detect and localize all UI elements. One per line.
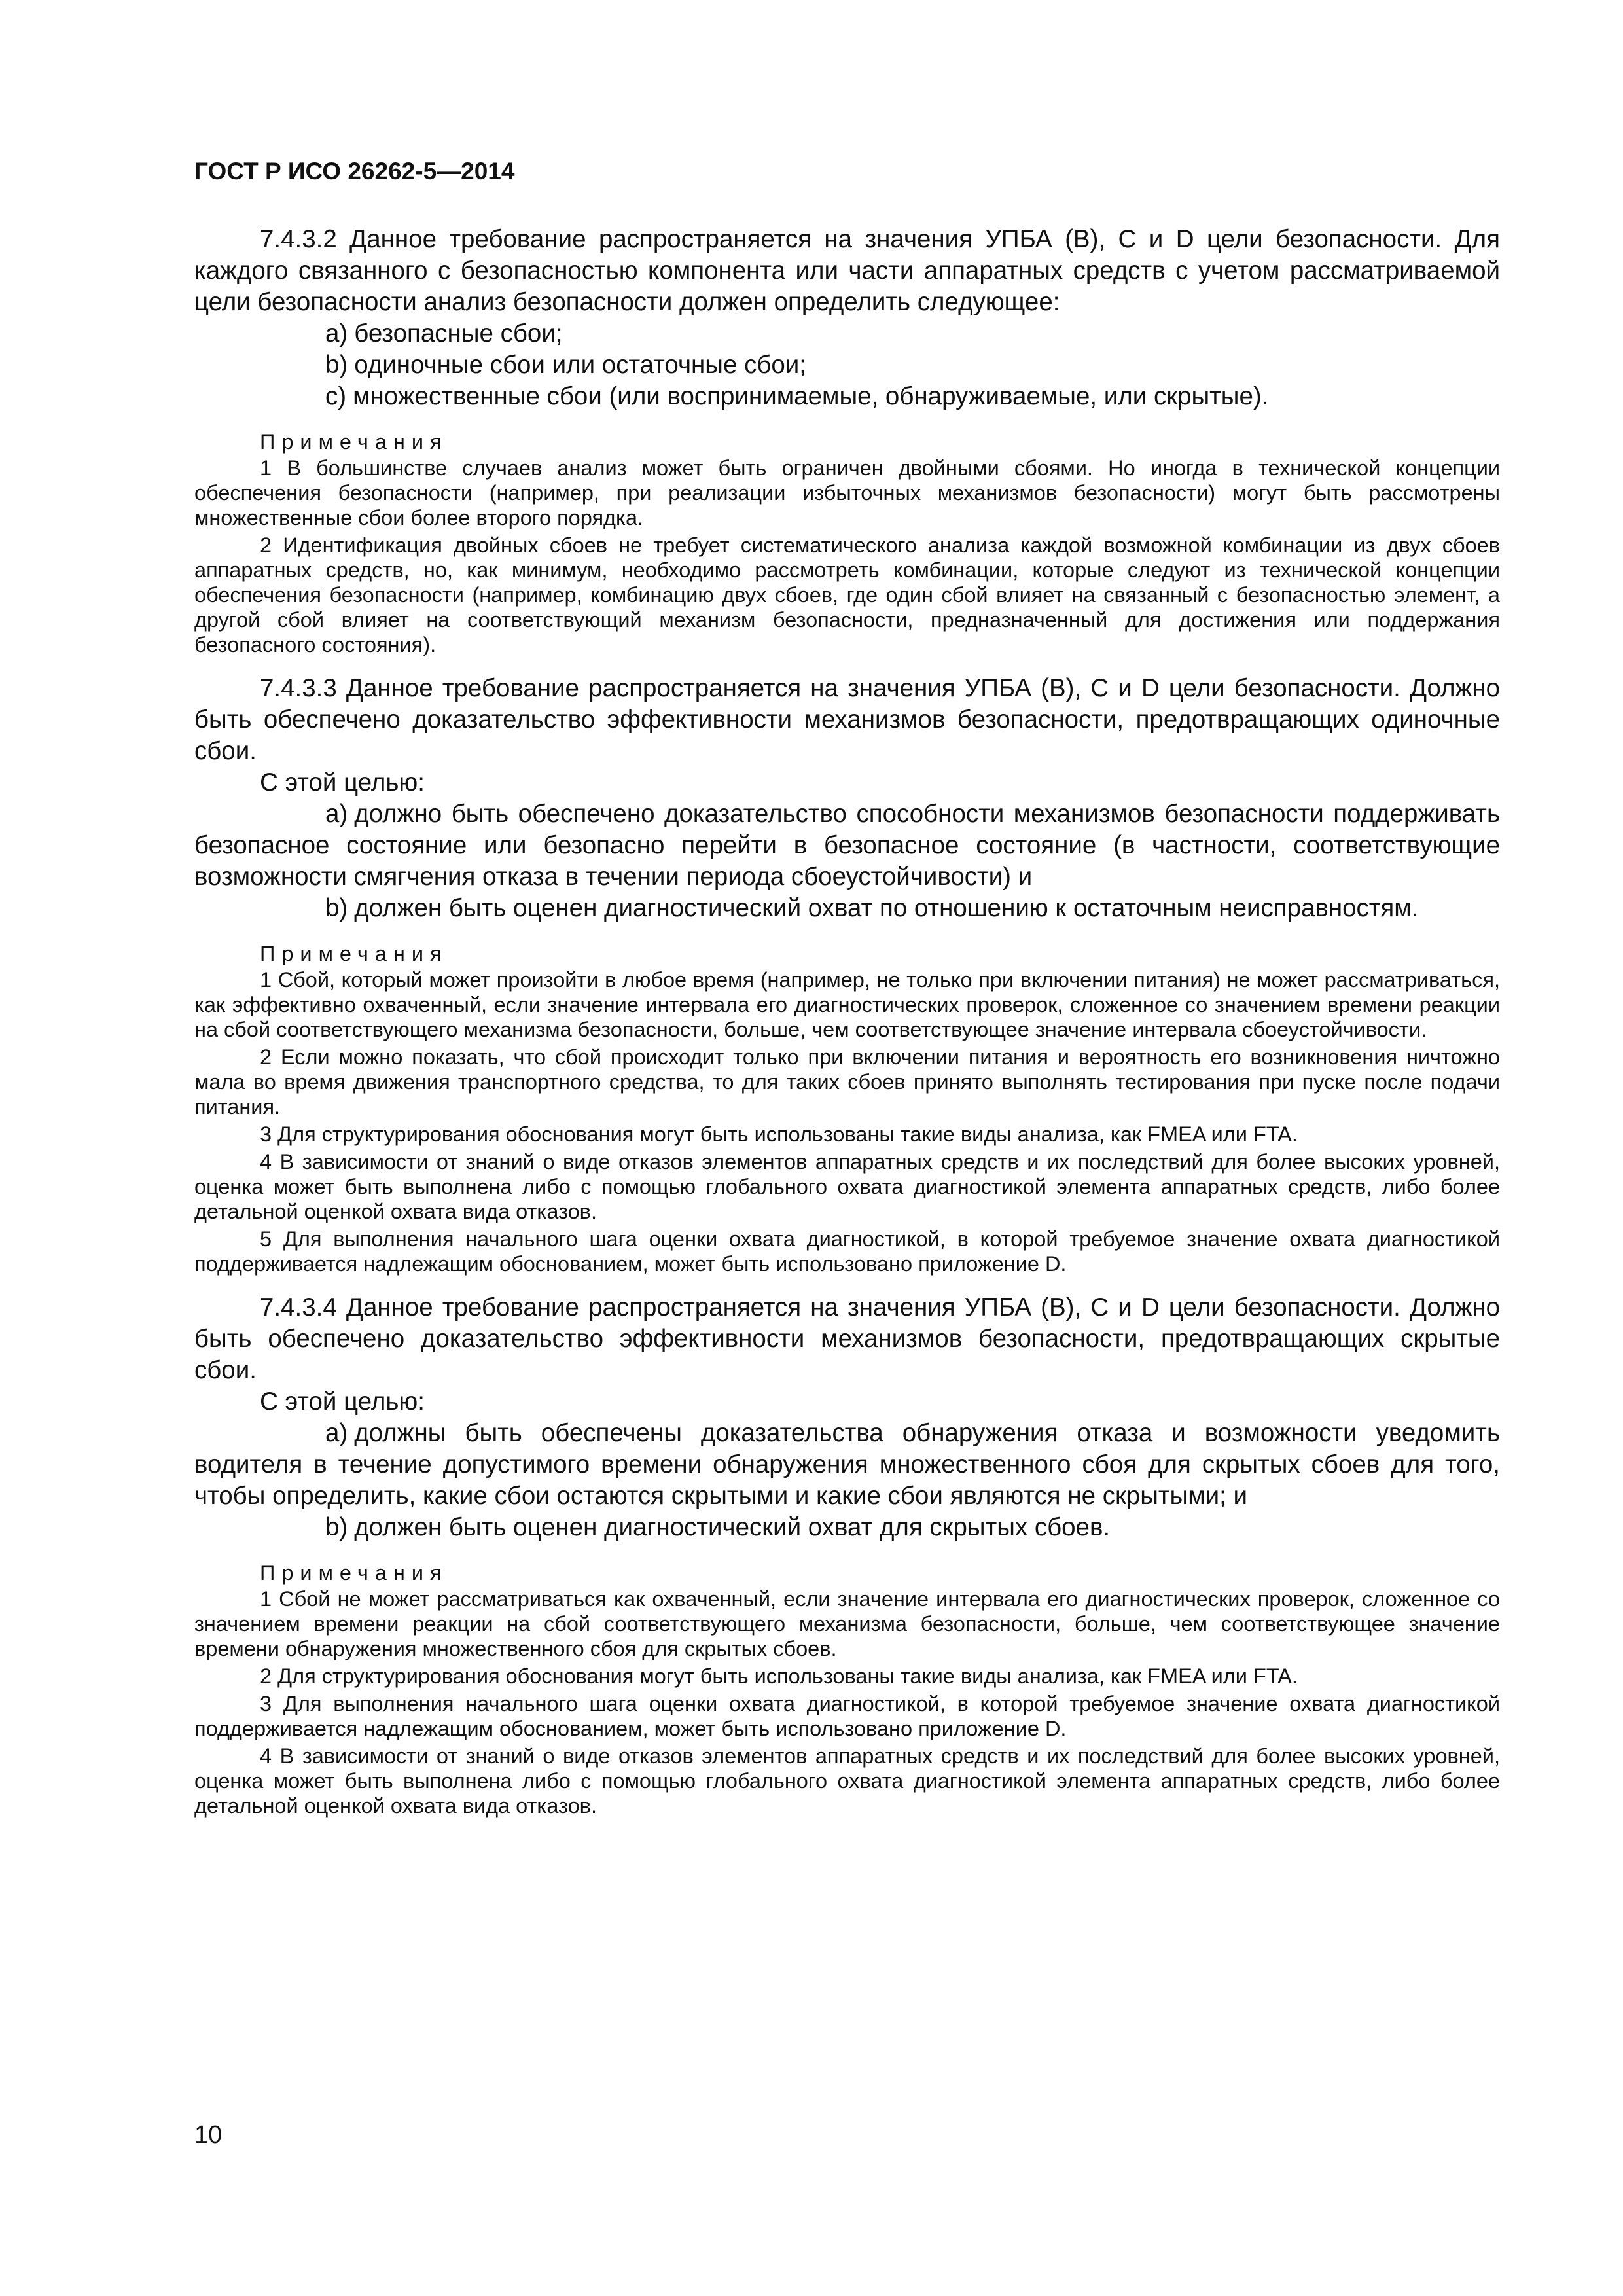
list-item-text: должен быть оценен диагностический охват для скрытых сбоев.	[354, 1513, 1111, 1541]
list-marker: a)	[325, 1419, 348, 1447]
note: 1 В большинстве случаев анализ может быть ограничен двойными сбоями. Но иногда в технической концепции обеспечения безопасности (например, при реализации избыточных механизмов безопасности) могут быть рассмотрены множественные сбои более второго порядка.	[194, 456, 1500, 529]
list-item	[194, 798, 1500, 893]
note: 1 Сбой не может рассматриваться как охваченный, если значение интервала его диагностических проверок, сложенное со значением времени реакции на сбой соответствующего механизма безопасности, больше, чем соответствующее значение времени обнаружения множественного сбоя для скрытых сбоев.	[194, 1587, 1500, 1660]
list-item	[194, 893, 1500, 924]
notes-block	[194, 941, 1500, 1276]
list-item-text: должно быть обеспечено доказательство способности механизмов безопасности поддерживать безопасное состояние или безопасно перейти в безопасное состояние (в частности, соответствующие возможности смягчения отказа в течении периода сбоеустойчивости) и	[194, 800, 1500, 891]
section-7-4-3-3	[194, 673, 1500, 1276]
section-paragraph: 7.4.3.2 Данное требование распространяется на значения УПБА (B), C и D цели безопасности. Для каждого связанного с безопасностью компонента или части аппаратных средств с учетом рассматриваемой цели безопасности анализ безопасности должен определить следующее:	[194, 225, 1500, 316]
list-item	[194, 381, 1500, 412]
list-item-text: одиночные сбои или остаточные сбои;	[354, 351, 806, 379]
note: 2 Если можно показать, что сбой происходит только при включении питания и вероятность его возникновения ничтожно мала во время движения транспортного средства, то для таких сбоев принято выполнять тестирования при пуске после подачи питания.	[194, 1045, 1500, 1119]
list-marker: c)	[325, 382, 347, 410]
section-paragraph: 7.4.3.3 Данное требование распространяется на значения УПБА (B), C и D цели безопасности. Должно быть обеспечено доказательство эффективности механизмов безопасности, предотвращающих одиночные сбои.	[194, 674, 1500, 765]
note: 3 Для выполнения начального шага оценки охвата диагностикой, в которой требуемое значение охвата диагностикой поддерживается надлежащим обоснованием, может быть использовано приложение D.	[194, 1692, 1500, 1740]
notes-block	[194, 1560, 1500, 1818]
document-header: ГОСТ Р ИСО 26262-5—2014	[194, 158, 515, 185]
notes-title: Примечания	[260, 1561, 448, 1585]
list-item-text: множественные сбои (или воспринимаемые, обнаруживаемые, или скрытые).	[353, 382, 1269, 410]
note: 1 Сбой, который может произойти в любое время (например, не только при включении питания) не может рассматриваться, как эффективно охваченный, если значение интервала его диагностических проверок, сложенное со значением времени реакции на сбой соответствующего механизма безопасности, больше, чем соответствующее значение интервала сбоеустойчивости.	[194, 968, 1500, 1041]
list-item	[194, 1512, 1500, 1543]
note: 4 В зависимости от знаний о виде отказов элементов аппаратных средств и их последствий для более высоких уровней, оценка может быть выполнена либо с помощью глобального охвата диагностикой элемента аппаратных средств, либо более детальной оценкой охвата вида отказов.	[194, 1744, 1500, 1818]
list-marker: a)	[325, 800, 348, 828]
note: 3 Для структурирования обоснования могут быть использованы такие виды анализа, как FMEA или FTA.	[260, 1122, 1298, 1146]
document-page	[194, 157, 1500, 1822]
notes-block	[194, 429, 1500, 657]
list-item	[194, 318, 1500, 350]
note: 2 Для структурирования обоснования могут быть использованы такие виды анализа, как FMEA или FTA.	[260, 1664, 1298, 1688]
list-marker: b)	[325, 351, 348, 379]
list-item	[194, 350, 1500, 381]
page-number: 10	[194, 2121, 223, 2149]
list-item	[194, 1418, 1500, 1512]
list-item-text: должны быть обеспечены доказательства обнаружения отказа и возможности уведомить водителя в течение допустимого времени обнаружения множественного сбоя для скрытых сбоев для того, чтобы определить, какие сбои остаются скрытыми и какие сбои являются не скрытыми; и	[194, 1419, 1500, 1510]
section-7-4-3-4	[194, 1292, 1500, 1818]
notes-title: Примечания	[260, 430, 448, 454]
list-marker: b)	[325, 894, 348, 922]
section-7-4-3-2	[194, 224, 1500, 657]
section-paragraph: С этой целью:	[260, 768, 425, 797]
note: 4 В зависимости от знаний о виде отказов элементов аппаратных средств и их последствий для более высоких уровней, оценка может быть выполнена либо с помощью глобального охвата диагностикой элемента аппаратных средств, либо более детальной оценкой охвата вида отказов.	[194, 1150, 1500, 1223]
notes-title: Примечания	[260, 942, 448, 965]
note: 5 Для выполнения начального шага оценки охвата диагностикой, в которой требуемое значение охвата диагностикой поддерживается надлежащим обоснованием, может быть использовано приложение D.	[194, 1227, 1500, 1276]
section-paragraph: 7.4.3.4 Данное требование распространяется на значения УПБА (B), C и D цели безопасности. Должно быть обеспечено доказательство эффективности механизмов безопасности, предотвращающих скрытые сбои.	[194, 1293, 1500, 1384]
list-item-text: должен быть оценен диагностический охват по отношению к остаточным неисправностям.	[354, 894, 1419, 922]
note: 2 Идентификация двойных сбоев не требует систематического анализа каждой возможной комбинации из двух сбоев аппаратных средств, но, как минимум, необходимо рассмотреть комбинации, которые следуют из технической концепции обеспечения безопасности (например, комбинацию двух сбоев, где один сбой влияет на связанный с безопасностью элемент, а другой сбой влияет на соответствующий механизм безопасности, предназначенный для достижения или поддержания безопасного состояния).	[194, 533, 1500, 656]
section-paragraph: С этой целью:	[260, 1388, 425, 1416]
list-marker: a)	[325, 319, 348, 348]
list-marker: b)	[325, 1513, 348, 1541]
list-item-text: безопасные сбои;	[354, 319, 563, 348]
